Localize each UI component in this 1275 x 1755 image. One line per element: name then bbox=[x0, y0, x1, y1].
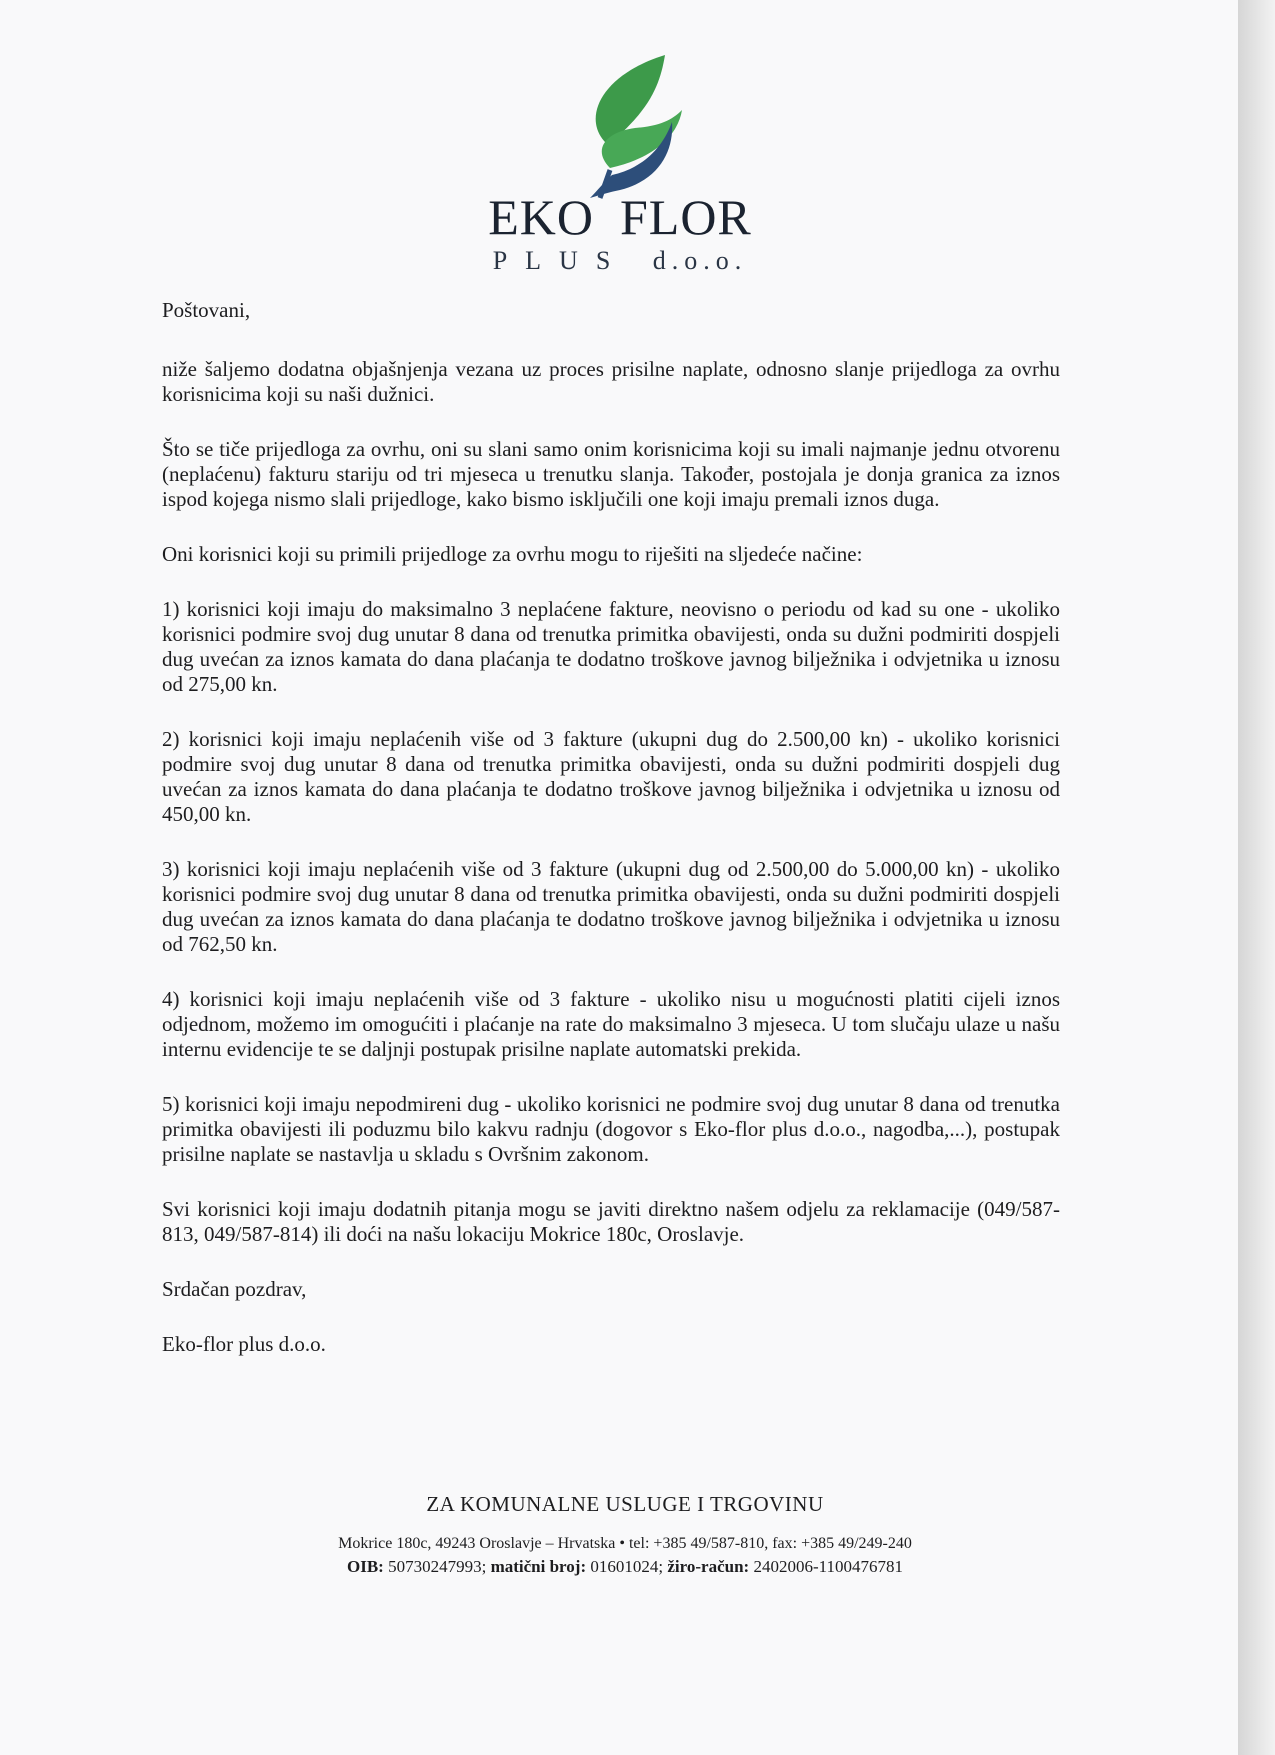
logo-sub-plus: PLUS bbox=[492, 246, 629, 275]
page-edge bbox=[1238, 0, 1275, 1755]
letter-greeting: Poštovani, bbox=[162, 298, 251, 322]
letter-paragraph: 5) korisnici koji imaju nepodmireni dug - ukoliko korisnici ne podmire svoj dug unutar 8 dana od trenutka primitka obavijesti ili poduzmu bilo kakvu radnju (dogovor s Eko-flor plus d.o.o., nagodba,...), postupak prisilne naplate se nastavlja u skladu s Ovršnim zakonom. bbox=[162, 1092, 1060, 1166]
letter-paragraph: 2) korisnici koji imaju neplaćenih više od 3 fakture (ukupni dug do 2.500,00 kn) - ukoliko korisnici podmire svoj dug unutar 8 dana od trenutka primitka obavijesti, onda su dužni podmiriti dospjeli dug uvećan za iznos kamata do dana plaćanja te dodatno troškove javnog bilježnika i odvjetnika u iznosu od 450,00 kn. bbox=[162, 727, 1060, 826]
logo-company-name bbox=[460, 188, 780, 246]
logo-name-right: FLOR bbox=[619, 189, 752, 245]
letter-paragraph: 1) korisnici koji imaju do maksimalno 3 neplaćene fakture, neovisno o periodu od kad su one - ukoliko korisnici podmire svoj dug unutar 8 dana od trenutka primitka obavijesti, onda su dužni podmiriti dospjeli dug uvećan za iznos kamata do dana plaćanja te dodatno troškove javnog bilježnika i odvjetnika u iznosu od 275,00 kn. bbox=[162, 597, 1060, 696]
letter-paragraph: 4) korisnici koji imaju neplaćenih više od 3 fakture - ukoliko nisu u mogućnosti platiti cijeli iznos odjednom, možemo im omogućiti i plaćanje na rate do maksimalno 3 mjeseca. U tom slučaju ulaze u našu internu evidencije te se daljnji postupak prisilne naplate automatski prekida. bbox=[162, 987, 1060, 1061]
letter-paragraph: Što se tiče prijedloga za ovrhu, oni su slani samo onim korisnicima koji su imali najmanje jednu otvorenu (neplaćenu) fakturu stariju od tri mjeseca u trenutku slanja. Također, postojala je donja granica za iznos ispod kojega nismo slali prijedloge, kako bismo isključili one koji imaju premali iznos duga. bbox=[162, 437, 1060, 511]
logo-subtitle bbox=[460, 246, 780, 276]
leaf-logo-icon bbox=[460, 50, 780, 200]
footer-mb-label: matični broj: bbox=[490, 1557, 587, 1576]
letter-paragraph: Svi korisnici koji imaju dodatnih pitanja mogu se javiti direktno našem odjelu za reklamacije (049/587-813, 049/587-814) ili doći na našu lokaciju Mokrice 180c, Oroslavje. bbox=[162, 1197, 1060, 1246]
letter-body bbox=[162, 298, 1060, 1387]
letter-signature: Eko-flor plus d.o.o. bbox=[162, 1332, 326, 1356]
footer-account-label: žiro-račun: bbox=[667, 1557, 750, 1576]
footer-registration bbox=[160, 1557, 1090, 1577]
letter-closing: Srdačan pozdrav, bbox=[162, 1277, 307, 1301]
footer-mb: 01601024; bbox=[590, 1557, 664, 1576]
logo-sub-suffix: d.o.o. bbox=[652, 246, 748, 275]
footer-account: 2402006-1100476781 bbox=[753, 1557, 903, 1576]
company-logo bbox=[460, 50, 780, 280]
footer-oib: 50730247993; bbox=[388, 1557, 487, 1576]
footer-address: Mokrice 180c, 49243 Oroslavje – Hrvatska • tel: +385 49/587-810, fax: +385 49/249-240 bbox=[338, 1535, 912, 1552]
letter-paragraph: 3) korisnici koji imaju neplaćenih više od 3 fakture (ukupni dug od 2.500,00 do 5.000,00 kn) - ukoliko korisnici podmire svoj dug unutar 8 dana od trenutka primitka obavijesti, onda su dužni podmiriti dospjeli dug uvećan za iznos kamata do dana plaćanja te dodatno troškove javnog bilježnika i odvjetnika u iznosu od 762,50 kn. bbox=[162, 857, 1060, 956]
footer-oib-label: OIB: bbox=[347, 1557, 384, 1576]
letter-paragraph: Oni korisnici koji su primili prijedloge za ovrhu mogu to riješiti na sljedeće načine: bbox=[162, 542, 863, 566]
logo-name-left: EKO bbox=[488, 189, 594, 245]
footer-title: ZA KOMUNALNE USLUGE I TRGOVINU bbox=[426, 1492, 824, 1516]
letter-paragraph: niže šaljemo dodatna objašnjenja vezana uz proces prisilne naplate, odnosno slanje prijedloga za ovrhu korisnicima koji su naši dužnici. bbox=[162, 357, 1060, 406]
